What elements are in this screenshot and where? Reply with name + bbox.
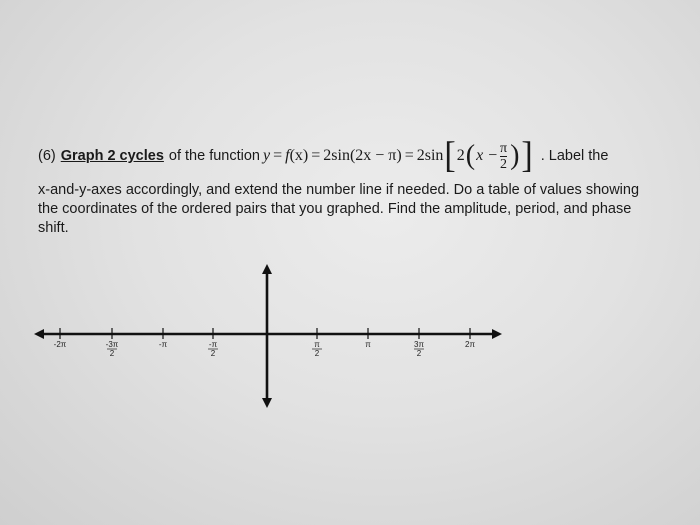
problem-tail: . Label the xyxy=(540,148,609,164)
tick-label-numerator: π xyxy=(314,340,320,349)
tick-label-numerator: -3π xyxy=(105,340,119,349)
math-f: f xyxy=(285,147,290,164)
open-bracket: [ xyxy=(444,135,456,176)
math-eq3: = xyxy=(404,147,414,164)
problem-title: Graph 2 cycles xyxy=(60,148,164,164)
problem-instructions: x-and-y-axes accordingly, and extend the number line if needed. Do a table of values showing the coordinates of the ordered pairs that you graphed. Find the amplitude, period, and phase shift. xyxy=(38,182,640,236)
close-bracket: ] xyxy=(521,135,533,176)
y-axis-bottom-arrow xyxy=(262,398,272,408)
math-two: 2 xyxy=(456,147,465,164)
problem-number: (6) xyxy=(38,148,56,164)
frac-numerator: π xyxy=(499,140,508,156)
tick-label-numerator: -2π xyxy=(53,340,67,349)
axis-lines xyxy=(34,264,502,408)
tick-label-numerator: 3π xyxy=(414,340,424,349)
math-y: y xyxy=(263,147,271,164)
open-paren: ( xyxy=(465,140,476,171)
tick-label-numerator: 2π xyxy=(465,340,475,349)
frac-denominator: 2 xyxy=(500,156,508,172)
close-paren: ) xyxy=(510,140,520,171)
problem-lead: of the function xyxy=(168,148,260,164)
y-axis-top-arrow xyxy=(262,264,272,274)
math-eq2: = xyxy=(311,147,321,164)
tick-label-numerator: -π xyxy=(208,340,218,349)
x-axis-left-arrow xyxy=(34,329,44,339)
tick-label-numerator: π xyxy=(365,340,371,349)
tick-label-denominator: 2 xyxy=(314,349,320,358)
x-axis-right-arrow xyxy=(492,329,502,339)
math-x-minus: x − xyxy=(476,147,498,164)
tick-label-denominator: 2 xyxy=(416,349,422,358)
math-part2: 2sin xyxy=(416,147,444,164)
math-fx-arg: (x) xyxy=(289,147,309,164)
math-part1: 2sin xyxy=(323,147,350,164)
math-part1-arg: (2x − π) xyxy=(349,147,402,164)
tick-label-denominator: 2 xyxy=(210,349,216,358)
tick-label-denominator: 2 xyxy=(109,349,115,358)
math-eq1: = xyxy=(273,147,283,164)
tick-label-numerator: -π xyxy=(158,340,168,349)
